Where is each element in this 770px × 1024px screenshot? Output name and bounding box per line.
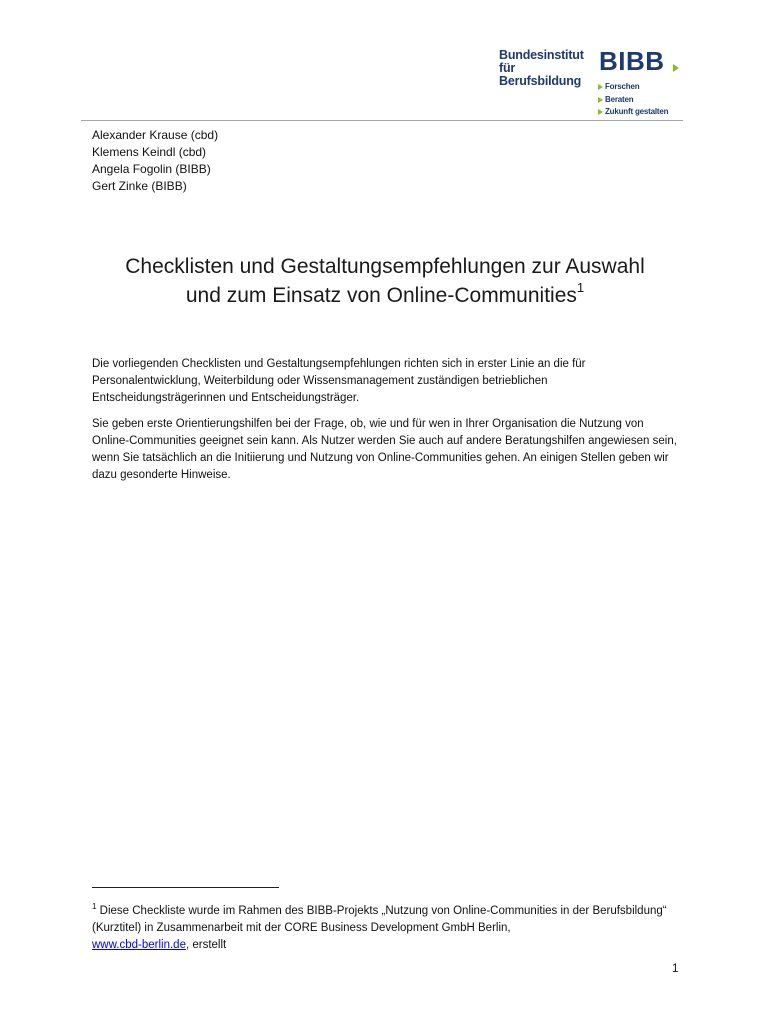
tagline [598, 81, 668, 119]
author-name: Angela Fogolin (BIBB) [92, 162, 211, 176]
tagline-text: Zukunft gestalten [605, 107, 669, 116]
footnote-link[interactable]: www.cbd-berlin.de [92, 939, 186, 951]
tagline-text: Beraten [605, 94, 634, 104]
author-list [92, 127, 218, 195]
author-name: Klemens Keindl (cbd) [92, 145, 207, 159]
paragraph-1: Die vorliegenden Checklisten und Gestaltungsempfehlungen richten sich in erster Linie an die für Personalentwicklung, Weiterbildung oder Wissensmanagement zuständigen betrieblichen Entscheidungsträgerinnen und Entscheidungsträger. [92, 358, 586, 404]
author-name: Gert Zinke (BIBB) [92, 179, 187, 193]
institute-name-line1: Bundesinstitut [499, 48, 584, 62]
tagline-item [598, 94, 668, 107]
title-line-2-text: und zum Einsatz von Online-Communities [185, 284, 577, 307]
footnote-text-end: , erstellt [185, 939, 227, 951]
tagline-item [598, 81, 668, 94]
institute-name [499, 49, 599, 88]
title-line-2 [60, 281, 710, 310]
paragraph-2: Sie geben erste Orientierungshilfen bei der Frage, ob, wie und für wen in Ihrer Organisation die Nutzung von Online-Communities geeignet sein kann. Als Nutzer werden Sie auch auf andere Beratungshilfen angewiesen sein, wenn Sie tatsächlich an die Initiierung und Nutzung von Online-Communities gehen. An einigen Stellen geben wir dazu gesonderte Hinweise. [92, 418, 677, 481]
tag-arrow-icon [598, 84, 603, 90]
footnote-marker: 1 [92, 902, 97, 911]
bibb-logo [499, 46, 689, 121]
body-text [92, 356, 682, 493]
footnote [92, 903, 682, 954]
logo-arrow-icon [673, 64, 679, 72]
footnote-divider [92, 887, 279, 888]
tag-arrow-icon [598, 109, 603, 115]
header-divider [81, 120, 683, 121]
tagline-text: Forschen [605, 82, 640, 91]
tag-arrow-icon [598, 97, 603, 103]
logo-mark: BIBB [599, 46, 665, 76]
tagline-item [598, 106, 668, 119]
footnote-text: Diese Checkliste wurde im Rahmen des BIBB-Projekts „Nutzung von Online-Communities in der Berufsbildung“ (Kurztitel) in Zusammenarbeit mit der CORE Business Development GmbH Berlin, [92, 905, 667, 934]
author-name: Alexander Krause (cbd) [92, 128, 219, 142]
title-footnote-marker[interactable]: 1 [576, 280, 585, 295]
document-title [60, 252, 710, 310]
institute-name-line2: für Berufsbildung [499, 61, 582, 88]
page-number: 1 [672, 963, 679, 975]
title-line-1: Checklisten und Gestaltungsempfehlungen zur Auswahl [125, 255, 645, 278]
